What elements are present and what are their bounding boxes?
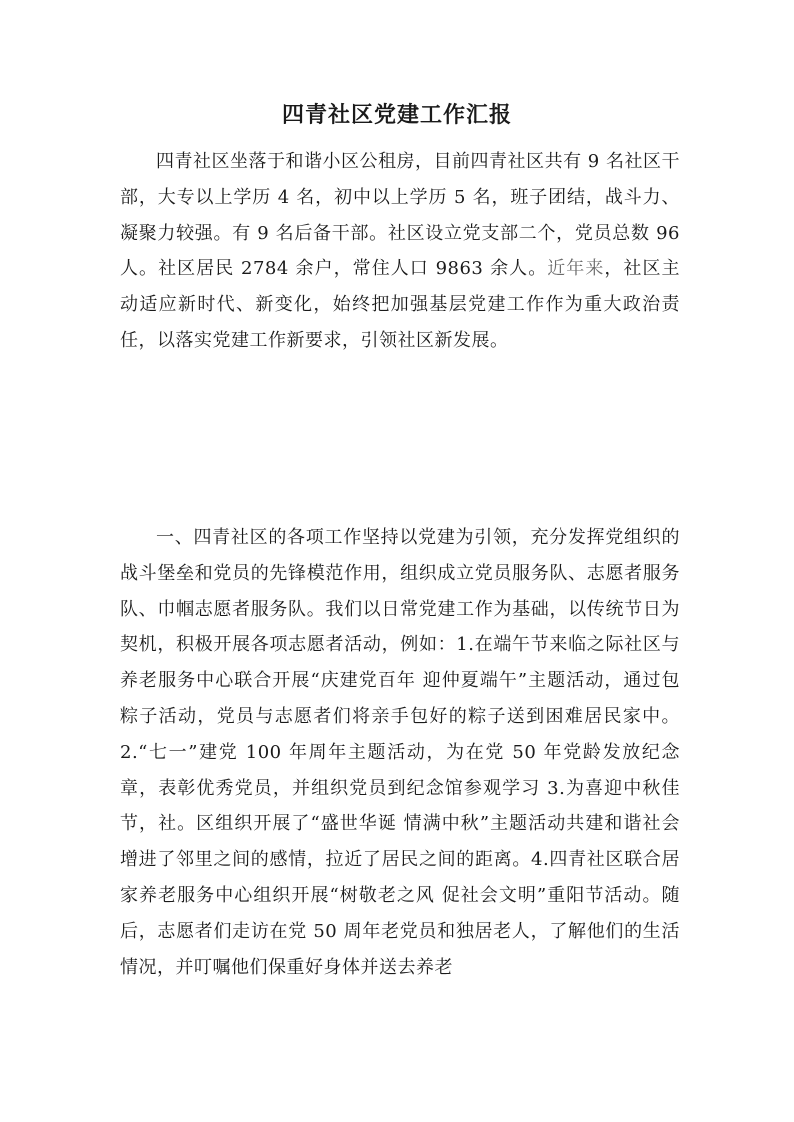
paragraph-intro-text-b: 近年来 (547, 258, 605, 280)
paragraph-intro (120, 144, 680, 359)
paragraph-intro-text-c: ，社区主动适应新时代、新变化，始终把加强基层党建工作作为重大政治责任，以落实党建工作新要求，引领社区新发展。 (120, 258, 681, 351)
paragraph-intro-text-a: 四青社区坐落于和谐小区公租房，目前四青社区共有 9 名社区干部，大专以上学历 4 名，初中以上学历 5 名，班子团结，战斗力、凝聚力较强。有 9 名后备干部。社区设立党支部二个，党员总数 96 人。社区居民 2784 余户，常住人口 9863 余人。 (120, 151, 680, 280)
document-title: 四青社区党建工作汇报 (281, 102, 512, 128)
paragraph-section-one: 一、四青社区的各项工作坚持以党建为引领，充分发挥党组织的战斗堡垒和党员的先锋模范作用，组织成立党员服务队、志愿者服务队、巾帼志愿者服务队。我们以日常党建工作为基础，以传统节日为契机，积极开展各项志愿者活动，例如：1.在端午节来临之际社区与养老服务中心联合开展“庆建党百年 迎仲夏端午”主题活动，通过包粽子活动，党员与志愿者们将亲手包好的粽子送到困难居民家中。2.“七一”建党 100 年周年主题活动，为在党 50 年党龄发放纪念章，表彰优秀党员，并组织党员到纪念馆参观学习 3.为喜迎中秋佳节，社。区组织开展了“盛世华诞 情满中秋”主题活动共建和谐社会增进了邻里之间的感情，拉近了居民之间的距离。4.四青社区联合居家养老服务中心组织开展“树敬老之风 促社会文明”重阳节活动。随后，志愿者们走访在党 50 周年老党员和独居老人，了解他们的生活情况，并叮嘱他们保重好身体并送去养老 (120, 527, 680, 978)
